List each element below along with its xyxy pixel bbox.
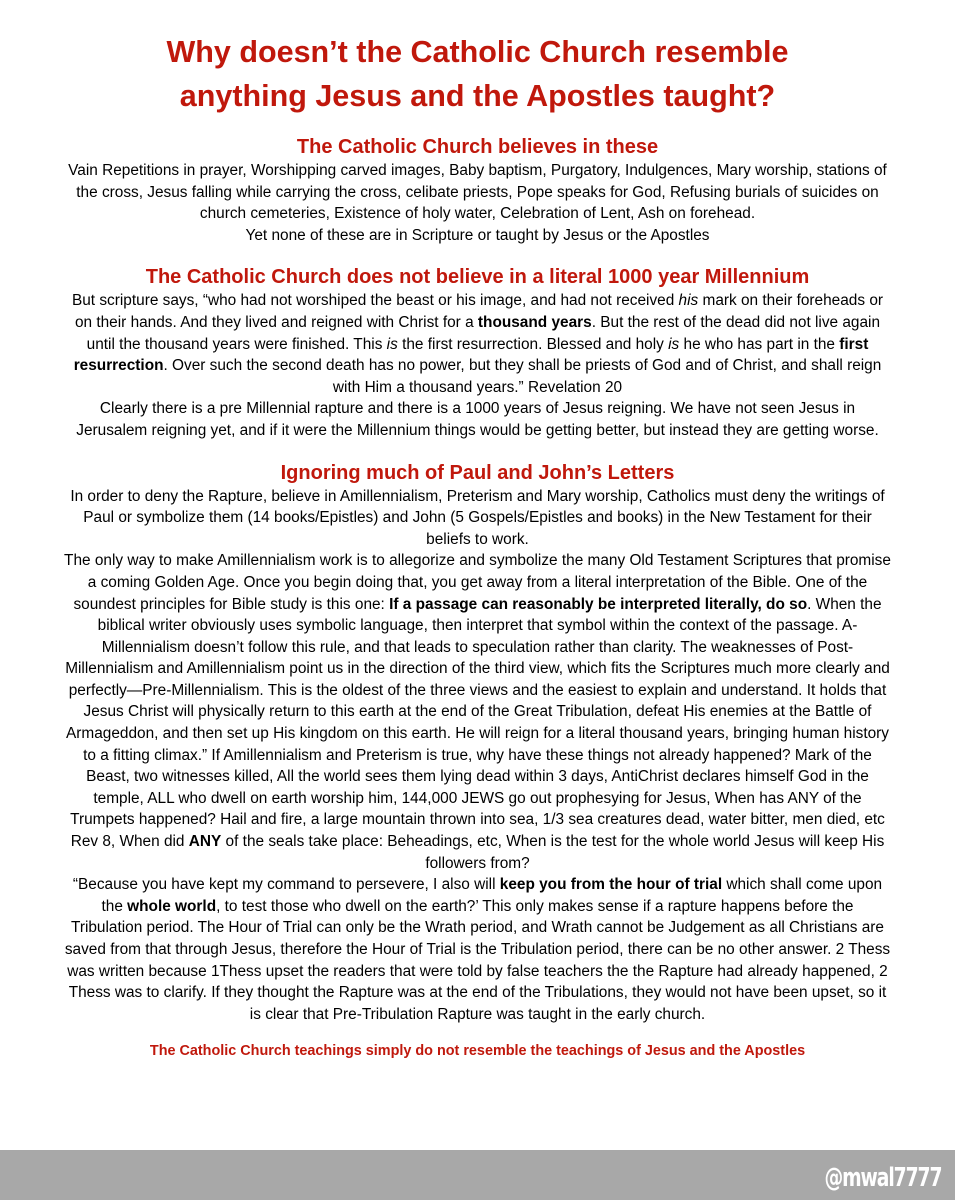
watermark-handle: @mwal7777: [824, 1163, 941, 1193]
millennium-bold-first-resurrection: first resurrection: [73, 335, 869, 375]
section-letters-heading: Ignoring much of Paul and John’s Letters: [280, 461, 675, 484]
millennium-italic-is-1: is: [386, 335, 398, 353]
millennium-text-5: he who has part in the: [679, 335, 840, 353]
section-beliefs-paragraph: [64, 160, 891, 246]
beliefs-list-text: Vain Repetitions in prayer, Worshipping carved images, Baby baptism, Purgatory, Indulgences, Mary worship, stations of the cross, Jesus falling while carrying the cross, celibate priests, Pope speaks for God, Refusing burials of suicides on church cemeteries, Existence of holy water, Celebration of Lent, Ash on forehead.: [68, 162, 887, 223]
section-millennium-paragraph: [64, 290, 891, 441]
section-beliefs-heading: The Catholic Church believes in these: [296, 136, 659, 158]
title-line-1: Why doesn’t the Catholic Church resemble: [166, 35, 789, 69]
letters-paragraph-2e: of the seals take place: Beheadings, etc, When is the test for the whole world Jesus will keep His followers from?: [221, 833, 885, 872]
letters-paragraph-2a: The only way to make Amillennialism work is to allegorize and symbolize the many Old Testament Scriptures that promise a coming Golden Age. Once you begin doing that, you get away from a literal interpretation of the Bible. One of the soundest principles for Bible study is this one:: [64, 552, 891, 613]
section-millennium-heading: The Catholic Church does not believe in a literal 1000 year Millennium: [145, 266, 810, 289]
letters-paragraph-3a: “Because you have kept my command to persevere, I also will: [72, 876, 500, 894]
letters-bold-any: ANY: [188, 833, 222, 851]
millennium-text-3: . But the rest of the dead did not live again until the thousand years were finished. This: [86, 313, 881, 353]
letters-paragraph-2c: . When the biblical writer obviously uses symbolic language, then interpret that symbol within the context of the passage. A-Millennialism doesn’t follow this rule, and that leads to speculation rather than clarity. The weaknesses of Post-Millennialism and Amillennialism point us in the direction of the third view, which fits the Scriptures much more clearly and perfectly—Pre-Millennialism. This is the oldest of the three views and the easiest to explain and understand. It holds that Jesus Christ will physically return to this earth at the end of the Great Tribulation, defeat His enemies at the Battle of Armageddon, and then set up His kingdom on this earth. He will reign for a literal thousand years, bringing human history to a fitting climax.” If Amillennialism and Preterism is true, why have these things not already happened? Mark of the Beast, two witnesses killed, All the world sees them lying dead within 3 days, AntiChrist declares himself God in the temple, ALL who dwell on earth worship him, 144,000 JEWS go out prophesying for Jesus, When has ANY of the Trumpets happened? Hail and fire, a large mountain thrown into sea, 1/3 sea creatures dead, water bitter, men died, etc Rev 8, When did: [65, 595, 890, 851]
beliefs-closing-text: Yet none of these are in Scripture or taught by Jesus or the Apostles: [245, 226, 710, 244]
watermark-bar: [0, 1150, 955, 1200]
section-millennium: [64, 264, 891, 441]
letters-bold-literal-rule: If a passage can reasonably be interpreted literally, do so: [389, 595, 808, 613]
millennium-text-1: But scripture says, “who had not worshiped the beast or his image, and had not received: [71, 292, 679, 310]
letters-bold-whole-world: whole world: [127, 897, 217, 915]
document-title: [64, 30, 891, 118]
millennium-bold-thousand-years: thousand years: [477, 313, 592, 331]
millennium-italic-is-2: is: [668, 335, 680, 353]
letters-paragraph-3e: , to test those who dwell on the earth?’ This only makes sense if a rapture happens before the Tribulation period. The Hour of Trial can only be the Wrath period, and Wrath cannot be Judgement as all Christians are saved from that through Jesus, therefore the Hour of Trial is the Tribulation period, there can be no other answer. 2 Thess was written because 1Thess upset the readers that were told by false teachers the the Rapture had already happened, 2 Thess was to clarify. If they thought the Rapture was at the end of the Tribulations, they would not have been upset, so it is clear that Pre-Tribulation Rapture was taught in the early church.: [64, 897, 891, 1023]
millennium-italic-his: his: [678, 292, 699, 310]
letters-paragraph-3c: which shall come upon the: [101, 876, 883, 915]
document-page: [64, 30, 891, 1061]
conclusion-statement: The Catholic Church teachings simply do not resemble the teachings of Jesus and the Apostles: [149, 1043, 806, 1060]
title-line-2: anything Jesus and the Apostles taught?: [179, 79, 776, 113]
millennium-text-6: . Over such the second death has no power, but they shall be priests of God and of Christ, and shall reign with Him a thousand years.” Revelation 20: [163, 357, 882, 396]
millennium-text-4: the first resurrection. Blessed and holy: [397, 335, 669, 353]
millennium-text-2: mark on their foreheads or on their hands. And they lived and reigned with Christ for a: [74, 292, 884, 331]
letters-paragraph-1: In order to deny the Rapture, believe in Amillennialism, Preterism and Mary worship, Catholics must deny the writings of Paul or symbolize them (14 books/Epistles) and John (5 Gospels/Epistles and books) in the New Testament for their beliefs to work.: [70, 487, 885, 548]
millennium-text-7: Clearly there is a pre Millennial rapture and there is a 1000 years of Jesus reigning. We have not seen Jesus in Jerusalem reigning yet, and if it were the Millennium things would be getting better, but instead they are getting worse.: [76, 400, 879, 439]
section-letters: [64, 460, 891, 1026]
section-letters-paragraph: [64, 486, 891, 1026]
section-beliefs: [64, 134, 891, 246]
letters-bold-hour-of-trial: keep you from the hour of trial: [499, 876, 723, 894]
